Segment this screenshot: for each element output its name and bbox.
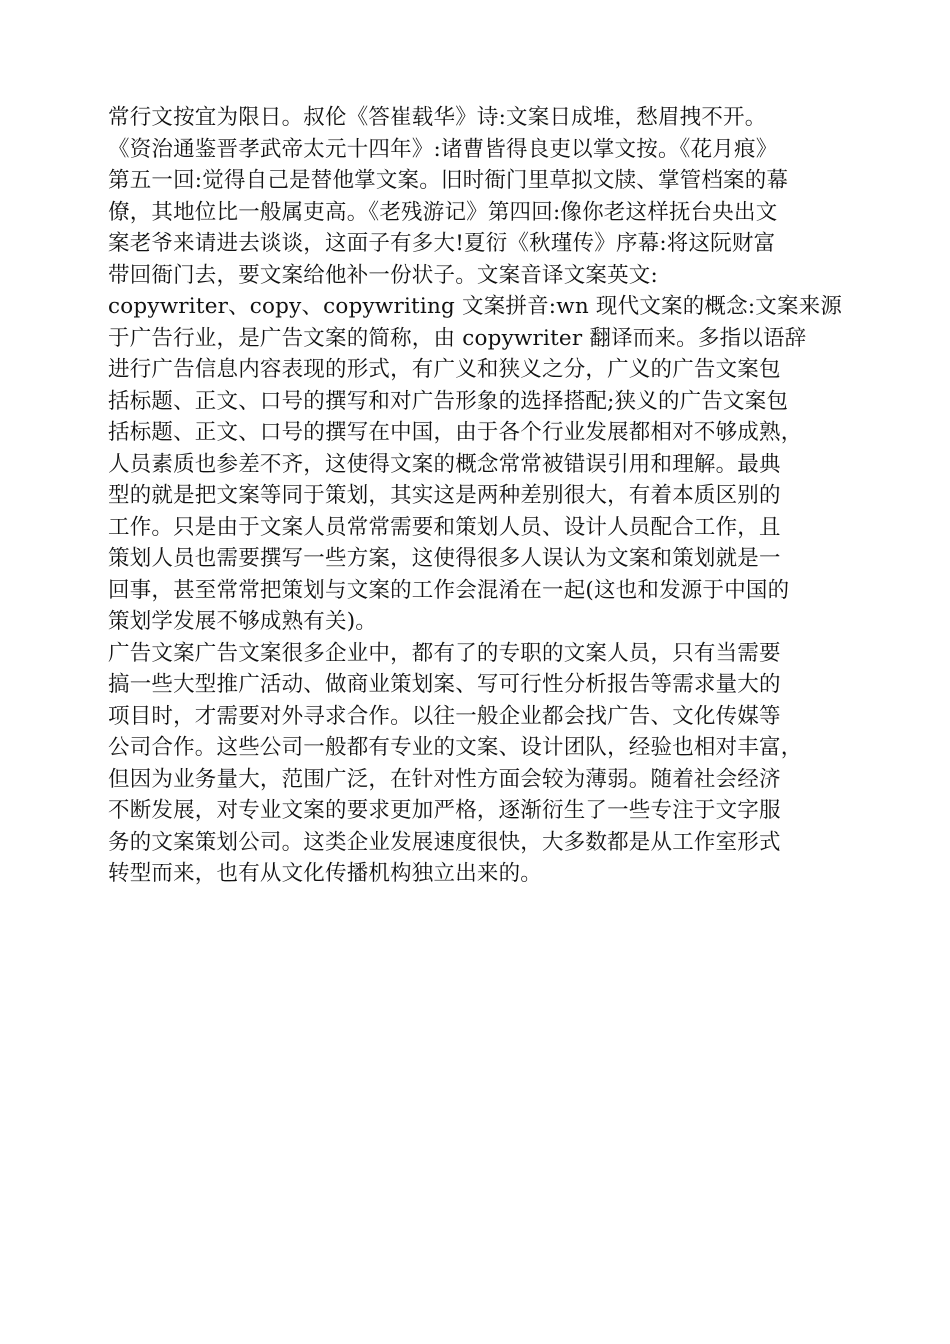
text-line: 括标题、正文、口号的撰写在中国，由于各个行业发展都相对不够成熟， [108,420,803,445]
text-line: 转型而来，也有从文化传播机构独立出来的。 [108,861,543,886]
text-line: 务的文案策划公司。这类企业发展速度很快，大多数都是从工作室形式 [108,829,781,855]
text-line: 进行广告信息内容表现的形式，有广义和狭义之分，广义的广告文案包 [108,357,781,382]
text-line: 回事，甚至常常把策划与文案的工作会混淆在一起(这也和发源于中国的 [108,577,790,603]
text-line: 括标题、正文、口号的撰写和对广告形象的选择搭配;狭义的广告文案包 [108,388,789,414]
text-line: 常行文按宜为限日。叔伦《答崔载华》诗:文案日成堆，愁眉拽不开。 [108,105,767,130]
text-line: 搞一些大型推广活动、做商业策划案、写可行性分析报告等需求量大的 [108,672,781,697]
text-line: 僚，其地位比一般属吏高。《老残游记》第四回:像你老这样抚台央出文 [108,199,778,225]
text-line: 案老爷来请进去谈谈，这面子有多大!夏衍《秋瑾传》序幕:将这阮财富 [108,231,776,256]
body-text [108,102,848,890]
text-line: copywriter、copy、copywriting 文案拼音:wn 现代文案的概念:文案来源 [108,294,843,319]
text-line: 公司合作。这些公司一般都有专业的文案、设计团队，经验也相对丰富， [108,735,803,760]
text-line: 《资治通鉴晋孝武帝太元十四年》:诸曹皆得良吏以掌文按。《花月痕》 [108,136,778,162]
text-line: 项目时，才需要对外寻求合作。以往一般企业都会找广告、文化传媒等 [108,703,781,729]
text-line: 于广告行业，是广告文案的简称，由 copywriter 翻译而来。多指以语辞 [108,325,807,351]
text-line: 人员素质也参差不齐，这使得文案的概念常常被错误引用和理解。最典 [108,451,781,477]
text-line: 广告文案广告文案很多企业中，都有了的专职的文案人员，只有当需要 [108,640,781,666]
text-line: 策划人员也需要撰写一些方案，这使得很多人误认为文案和策划就是一 [108,546,781,571]
text-line: 策划学发展不够成熟有关)。 [108,609,377,634]
text-line: 带回衙门去，要文案给他补一份状子。文案音译文案英文: [108,262,658,288]
text-line: 第五一回:觉得自己是替他掌文案。旧时衙门里草拟文牍、掌管档案的幕 [108,168,789,193]
text-line: 型的就是把文案等同于策划，其实这是两种差别很大，有着本质区别的 [108,483,781,508]
text-line: 工作。只是由于文案人员常常需要和策划人员、设计人员配合工作，且 [108,514,781,540]
text-line: 不断发展，对专业文案的要求更加严格，逐渐衍生了一些专注于文字服 [108,798,781,823]
text-line: 但因为业务量大，范围广泛，在针对性方面会较为薄弱。随着社会经济 [108,766,781,792]
